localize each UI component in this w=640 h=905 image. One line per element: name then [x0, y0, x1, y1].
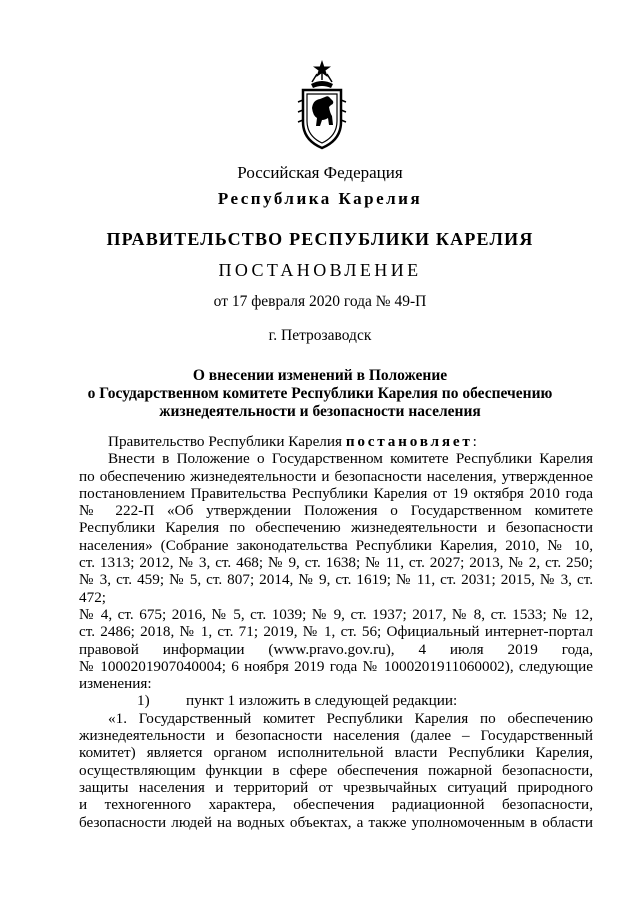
- body-line: комитет) является органом исполнительной власти Республики Карелия,: [79, 744, 593, 762]
- paragraph-amendments: [79, 450, 593, 692]
- intro-verb: постановляет: [345, 433, 473, 450]
- body-line: Республики Карелия по обеспечению жизнедеятельности и безопасности: [79, 519, 593, 537]
- body-line: № 1000201907040004; 6 ноября 2019 года № 1000201911060002), следующие: [79, 657, 593, 675]
- intro-paragraph: [79, 433, 593, 450]
- body-line: Внести в Положение о Государственном комитете Республики Карелия: [108, 450, 593, 468]
- document-city: г. Петрозаводск: [268, 327, 372, 344]
- body-line: защиты населения и территорий от чрезвычайных ситуаций природного: [79, 778, 593, 796]
- body-line: № 4, ст. 675; 2016, № 5, ст. 1039; № 9, ст. 1937; 2017, № 8, ст. 1533; № 12,: [79, 605, 593, 623]
- body-line: ст. 1313; 2012, № 3, ст. 468; № 9, ст. 1638; № 11, ст. 2027; 2013, № 2, ст. 250;: [79, 554, 593, 572]
- body-line: ст. 2486; 2018, № 1, ст. 71; 2019, № 1, ст. 56; Официальный интернет-портал: [79, 623, 593, 641]
- coat-of-arms-emblem: [295, 60, 349, 152]
- body-line: и техногенного характера, обеспечения радиационной безопасности,: [79, 796, 593, 814]
- body-line: № 222-П «Об утверждении Положения о Государственном комитете: [79, 502, 593, 520]
- subject-line: О внесении изменений в Положение: [192, 367, 448, 384]
- body-line: безопасности людей на водных объектах, а также уполномоченным в области: [79, 813, 593, 831]
- document-date-number: от 17 февраля 2020 года № 49-П: [213, 293, 427, 310]
- body-line: постановлением Правительства Республики Карелия от 19 октября 2010 года: [79, 484, 593, 502]
- list-item-1: [79, 692, 593, 709]
- paragraph-new-edition: [79, 710, 593, 831]
- subject-line: жизнедеятельности и безопасности населения: [159, 403, 481, 420]
- document-type: ПОСТАНОВЛЕНИЕ: [218, 260, 422, 280]
- list-number: 1): [137, 692, 150, 710]
- body-line: изменения:: [79, 675, 152, 693]
- intro-lead: Правительство Республики Карелия: [108, 433, 343, 450]
- republic-name: Республика Карелия: [217, 189, 423, 208]
- document-body: [79, 433, 593, 831]
- body-line: правовой информации (www.pravo.gov.ru), 4 июля 2019 года,: [79, 640, 593, 658]
- body-line: осуществляющим функции в сфере обеспечения пожарной безопасности,: [79, 761, 593, 779]
- document-subject: [0, 367, 640, 421]
- body-line: жизнедеятельности и безопасности населения (далее – Государственный: [79, 727, 593, 745]
- government-name: ПРАВИТЕЛЬСТВО РЕСПУБЛИКИ КАРЕЛИЯ: [106, 229, 534, 249]
- intro-colon: :: [472, 433, 477, 450]
- body-line: по обеспечению жизнедеятельности и безопасности населения, утвержденное: [79, 467, 593, 485]
- body-line: населения» (Собрание законодательства Республики Карелия, 2010, № 10,: [79, 536, 593, 554]
- list-text: пункт 1 изложить в следующей редакции:: [186, 692, 458, 710]
- body-line: «1. Государственный комитет Республики Карелия по обеспечению: [108, 709, 593, 727]
- body-line: № 3, ст. 459; № 5, ст. 807; 2014, № 9, ст. 1619; № 11, ст. 2031; 2015, № 3, ст. 472;: [79, 571, 593, 606]
- subject-line: о Государственном комитете Республики Карелия по обеспечению: [87, 385, 553, 402]
- country-name: Российская Федерация: [237, 163, 403, 182]
